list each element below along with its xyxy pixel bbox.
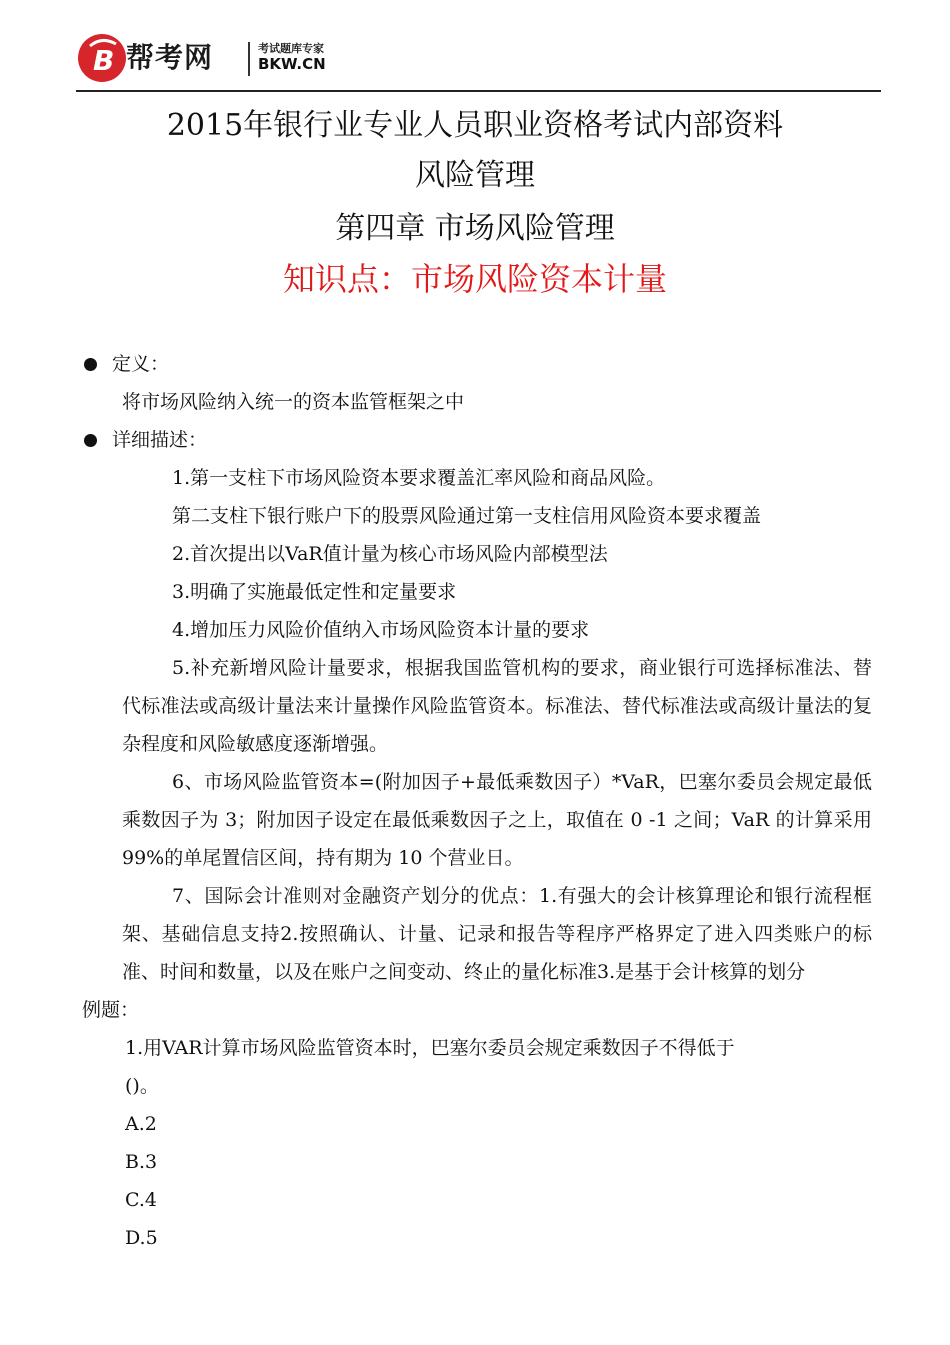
doc-title: 2015年银行业专业人员职业资格考试内部资料 [166,108,784,143]
chapter-title: 第四章 市场风险管理 [335,211,615,246]
site-url: BKW.CN [258,55,326,73]
definition-text: 将市场风险纳入统一的资本监管框架之中 [122,391,465,413]
example-label: 例题： [82,999,140,1021]
answer-option: C.4 [125,1189,157,1211]
example-question: 1.用VAR计算市场风险监管资本时，巴塞尔委员会规定乘数因子不得低于 [125,1037,735,1059]
brand-tagline [248,42,326,76]
detail-item: 4.增加压力风险价值纳入市场风险资本计量的要求 [172,619,590,641]
doc-subject: 风险管理 [415,158,535,193]
details-heading [82,421,872,459]
details-label: 详细描述： [112,429,208,451]
detail-item: 第二支柱下银行账户下的股票风险通过第一支柱信用风险资本要求覆盖 [172,505,762,527]
definition-heading [82,345,872,383]
site-header [76,26,881,90]
main-content [82,345,872,1257]
answer-option: B.3 [125,1151,158,1173]
detail-paragraph: 5.补充新增风险计量要求，根据我国监管机构的要求，商业银行可选择标准法、替代标准法或高级计量法来计量操作风险监管资本。标准法、替代标准法或高级计量法的复杂程度和风险敏感度逐渐增强。 [122,657,872,755]
brand-name: 帮考网 [126,41,214,74]
detail-item: 2.首次提出以VaR值计量为核心市场风险内部模型法 [172,543,608,565]
knowledge-point-title: 知识点：市场风险资本计量 [282,260,667,298]
bullet-dot-icon [84,358,97,371]
bullet-dot-icon [84,434,97,447]
header-divider [76,90,881,92]
answer-option: A.2 [125,1113,157,1135]
slogan-text: 考试题库专家 [258,42,324,55]
detail-paragraph: 6、市场风险监管资本=(附加因子+最低乘数因子）*VaR，巴塞尔委员会规定最低乘数因子为 3；附加因子设定在最低乘数因子之上，取值在 0 -1 之间；VaR 的计算采用 99%的单尾置信区间，持有期为 10 个营业日。 [122,771,872,869]
answer-option: D.5 [125,1227,158,1249]
detail-item: 1.第一支柱下市场风险资本要求覆盖汇率风险和商品风险。 [172,467,666,489]
bkw-logo-icon [76,30,132,86]
definition-label: 定义： [112,353,170,375]
detail-item: 3.明确了实施最低定性和定量要求 [172,581,457,603]
example-blank: ()。 [125,1075,159,1097]
svg-text:B: B [93,44,115,77]
detail-paragraph: 7、国际会计准则对金融资产划分的优点：1.有强大的会计核算理论和银行流程框架、基础信息支持2.按照确认、计量、记录和报告等程序严格界定了进入四类账户的标准、时间和数量，以及在账户之间变动、终止的量化标准3.是基于会计核算的划分 [122,885,872,983]
